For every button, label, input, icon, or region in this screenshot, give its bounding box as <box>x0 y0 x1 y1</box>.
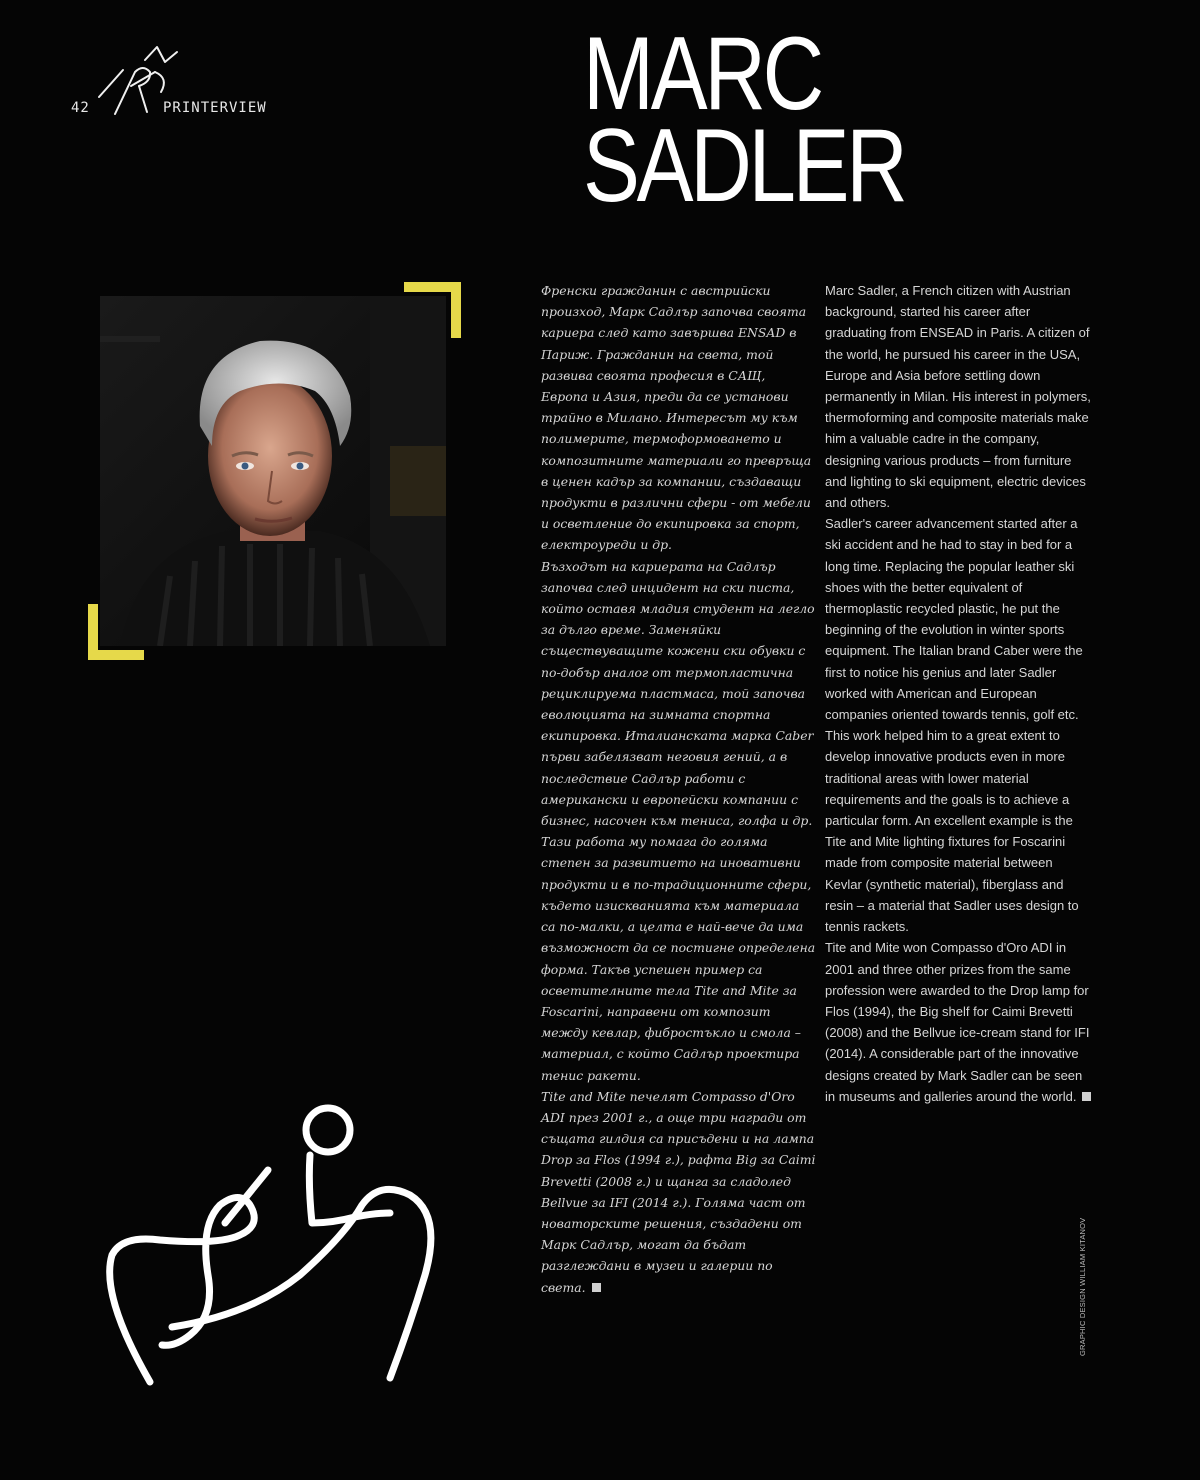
corner-bracket-top-right-icon <box>404 282 461 338</box>
title-line-last-name: SADLER <box>583 108 905 224</box>
signature-drawing-icon <box>100 1095 450 1395</box>
page-title <box>583 16 905 224</box>
english-text-column <box>825 280 1093 1107</box>
page-number: 42 <box>71 100 90 116</box>
corner-bracket-bottom-left-icon <box>88 604 144 660</box>
title-line-first-name: MARC <box>583 16 821 132</box>
end-of-article-mark <box>592 1283 601 1292</box>
bulgarian-text-column <box>541 280 816 1298</box>
portrait-photo-icon <box>100 296 446 646</box>
bg-paragraph: Възходът на кариерата на Садлър започва след инцидент на ски писта, който оставя младия студент на легло за дълго време. Заменяйки съществуващите кожени ски обувки с по-добър аналог от термопластична рециклируема пластмаса, той започва еволюцията на зимната спортна екипировка. Италианската марка Caber първи забелязват неговия гений, а в последствие Садлър работи с американски и европейски компании с бизнес, насочен към тениса, голфа и др. Тази работа му помага до голяма степен за развитието на иновативни продукти и в по-традиционните сфери, където изискванията към материала са по-малки, а целта е най-вече да има възможност да се постигне определена форма. Такъв успешен пример са осветителните тела Tite and Mite за Foscarini, направени от композит между кевлар, фибростъкло и смола – материал, с който Садлър проектира тенис ракети. <box>541 558 816 1083</box>
en-paragraph: Marc Sadler, a French citizen with Austrian background, started his career after graduating from ENSEAD in Paris. A citizen of the world, he pursued his career in the USA, Europe and Asia before settling down permanently in Milan. His interest in polymers, thermoforming and composite materials make him a valuable cadre in the company, designing various products – from furniture and lighting to ski equipment, electric devices and others. <box>825 283 1091 511</box>
section-label: PRINTERVIEW <box>163 100 267 116</box>
bg-paragraph-last: Tite and Mite печелят Compasso d'Oro ADI през 2001 г., а още три награди от същата гилдия са присъдени и на лампа Drop за Flos (1994 г.), рафта Big за Caimi Brevetti (2008 г.) и щанга за сладолед Bellvue за IFI (2014 г.). Голяма част от новаторските решения, създадени от Марк Садлър, могат да бъдат разглеждани в музеи и галерии по света. <box>541 1088 816 1295</box>
bg-paragraph: Френски гражданин с австрийски произход, Марк Садлър започва своята кариера след като завършва ENSAD в Париж. Гражданин на света, той развива своята професия в САЩ, Европа и Азия, преди да се установи трайно в Милано. Интересът му към полимерите, термоформоването и композитните материали го превръща в ценен кадър за компании, създаващи продукти в различни сфери - от мебели и осветление до екипировка за спорт, електроуреди и др. <box>541 283 812 553</box>
end-of-article-mark <box>1082 1092 1091 1101</box>
design-credit: GRAPHIC DESIGN WILLIAM KITANOV <box>1078 1217 1087 1356</box>
portrait-photo <box>100 296 446 646</box>
en-paragraph-last: Tite and Mite won Compasso d'Oro ADI in 2001 and three other prizes from the same profession were awarded to the Drop lamp for Flos (1994), the Big shelf for Caimi Brevetti (2008) and the Bellvue ice-cream stand for IFI (2014). A considerable part of the innovative designs created by Mark Sadler can be seen in museums and galleries around the world. <box>825 940 1090 1104</box>
en-paragraph: Sadler's career advancement started after a ski accident and he had to stay in bed for a long time. Replacing the popular leather ski shoes with the better equivalent of thermoplastic recycled plastic, he put the beginning of the evolution in winter sports equipment. The Italian brand Caber were the first to notice his genius and later Sadler worked with American and European companies oriented towards tennis, golf etc. This work helped him to a great extent to develop innovative products even in more traditional areas with lower material requirements and the goals is to achieve a particular form. An excellent example is the Tite and Mite lighting fixtures for Foscarini made from composite material between Kevlar (synthetic material), fiberglass and resin – a material that Sadler uses design to tennis rackets. <box>825 516 1083 935</box>
